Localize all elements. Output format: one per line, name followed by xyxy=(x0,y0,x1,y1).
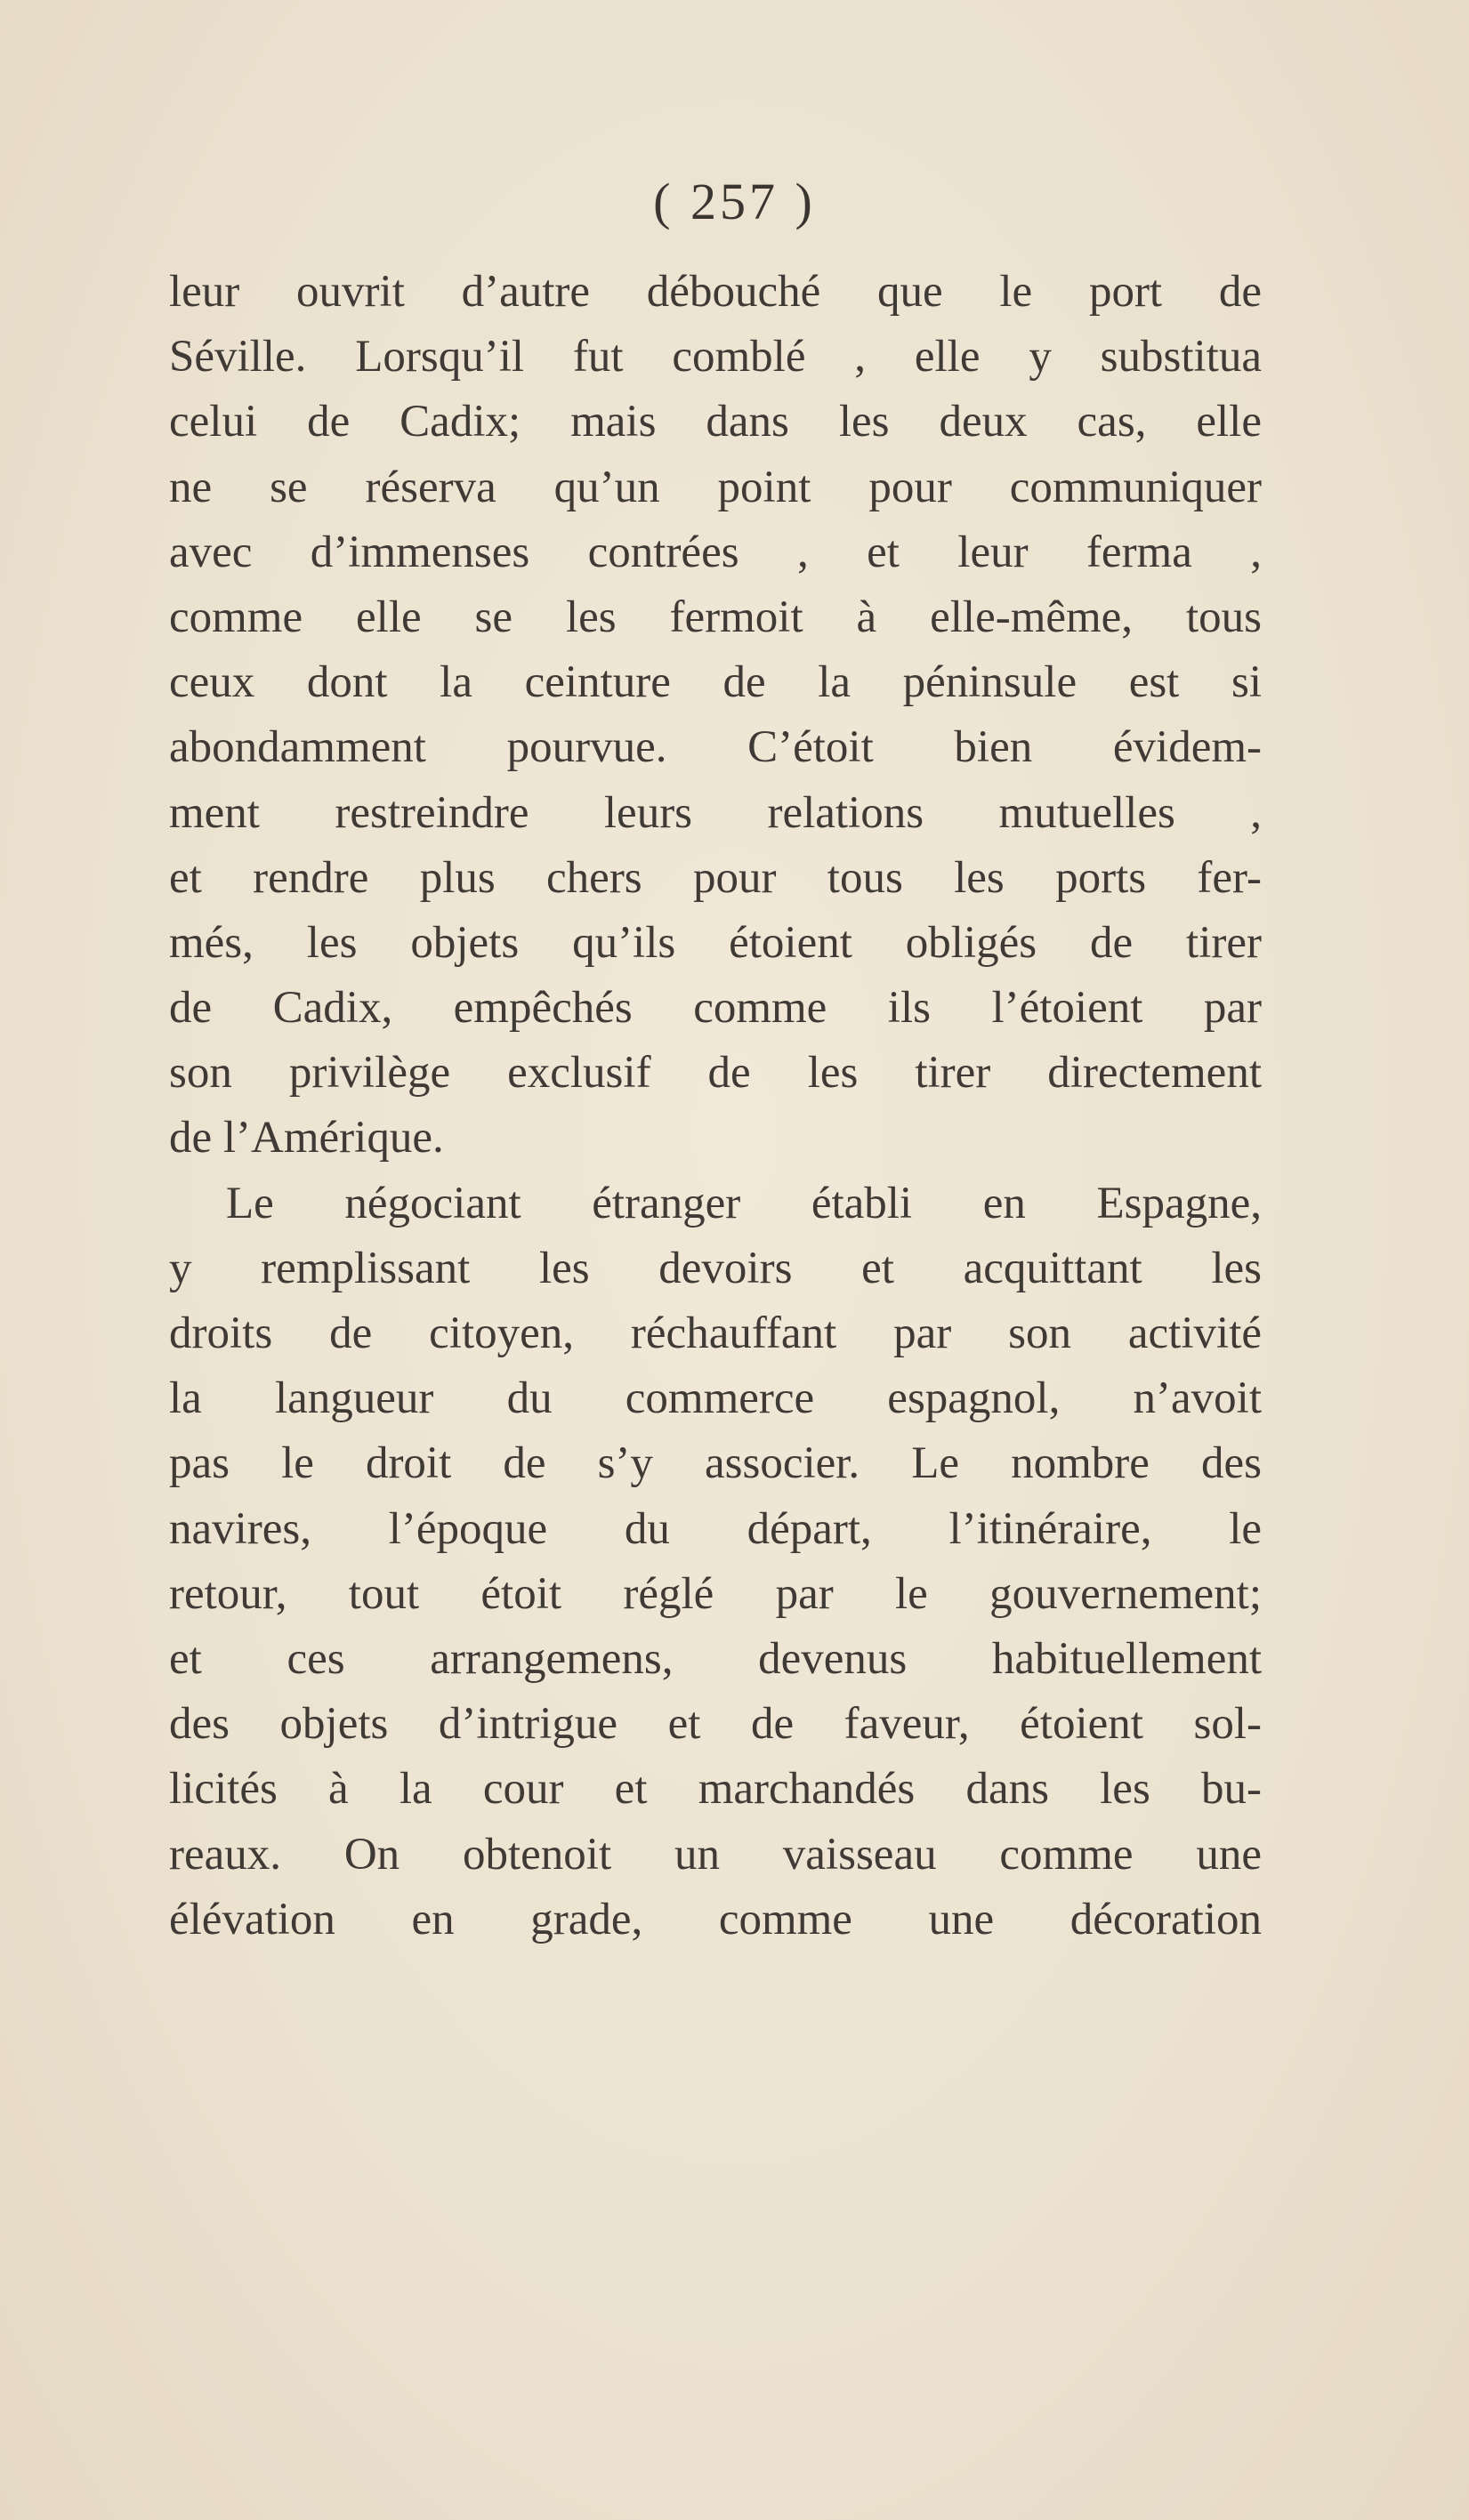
text-line: comme elle se les fermoit à elle-même, tous xyxy=(169,592,1262,642)
text-line: avec d’immenses contrées , et leur ferma , xyxy=(169,527,1262,577)
text-line: droits de citoyen, réchauffant par son activité xyxy=(169,1308,1262,1358)
page-number: ( 257 ) xyxy=(653,173,816,230)
text-line: leur ouvrit d’autre débouché que le port de xyxy=(169,267,1262,317)
text-line: abondamment pourvue. C’étoit bien évidem- xyxy=(169,722,1262,773)
text-line: més, les objets qu’ils étoient obligés de tirer xyxy=(169,917,1262,968)
text-line: reaux. On obtenoit un vaisseau comme une xyxy=(169,1829,1262,1880)
text-line: celui de Cadix; mais dans les deux cas, elle xyxy=(169,397,1262,447)
text-line: ne se réserva qu’un point pour communiquer xyxy=(169,462,1262,512)
paragraph-start-line: Le négociant étranger établi en Espagne, xyxy=(226,1178,1262,1228)
text-line: retour, tout étoit réglé par le gouvernement; xyxy=(169,1568,1262,1619)
text-line: et ces arrangemens, devenus habituellement xyxy=(169,1633,1262,1684)
text-line: y remplissant les devoirs et acquittant les xyxy=(169,1243,1262,1293)
text-line: pas le droit de s’y associer. Le nombre des xyxy=(169,1438,1262,1489)
text-line: navires, l’époque du départ, l’itinéraire, le xyxy=(169,1503,1262,1554)
text-line: ment restreindre leurs relations mutuelles , xyxy=(169,787,1262,838)
text-line: de Cadix, empêchés comme ils l’étoient par xyxy=(169,983,1262,1034)
text-line: élévation en grade, comme une décoration xyxy=(169,1894,1262,1944)
paragraph-end-line: de l’Amérique. xyxy=(169,1113,444,1163)
text-line: et rendre plus chers pour tous les ports fer- xyxy=(169,852,1262,903)
text-line: des objets d’intrigue et de faveur, étoient sol- xyxy=(169,1699,1262,1750)
text-line: son privilège exclusif de les tirer directement xyxy=(169,1048,1262,1099)
text-line: Séville. Lorsqu’il fut comblé , elle y substitua xyxy=(169,332,1262,382)
body-text xyxy=(169,260,1262,1952)
text-line: la langueur du commerce espagnol, n’avoit xyxy=(169,1373,1262,1424)
text-line: licités à la cour et marchandés dans les bu- xyxy=(169,1764,1262,1815)
text-line: ceux dont la ceinture de la péninsule est si xyxy=(169,657,1262,708)
